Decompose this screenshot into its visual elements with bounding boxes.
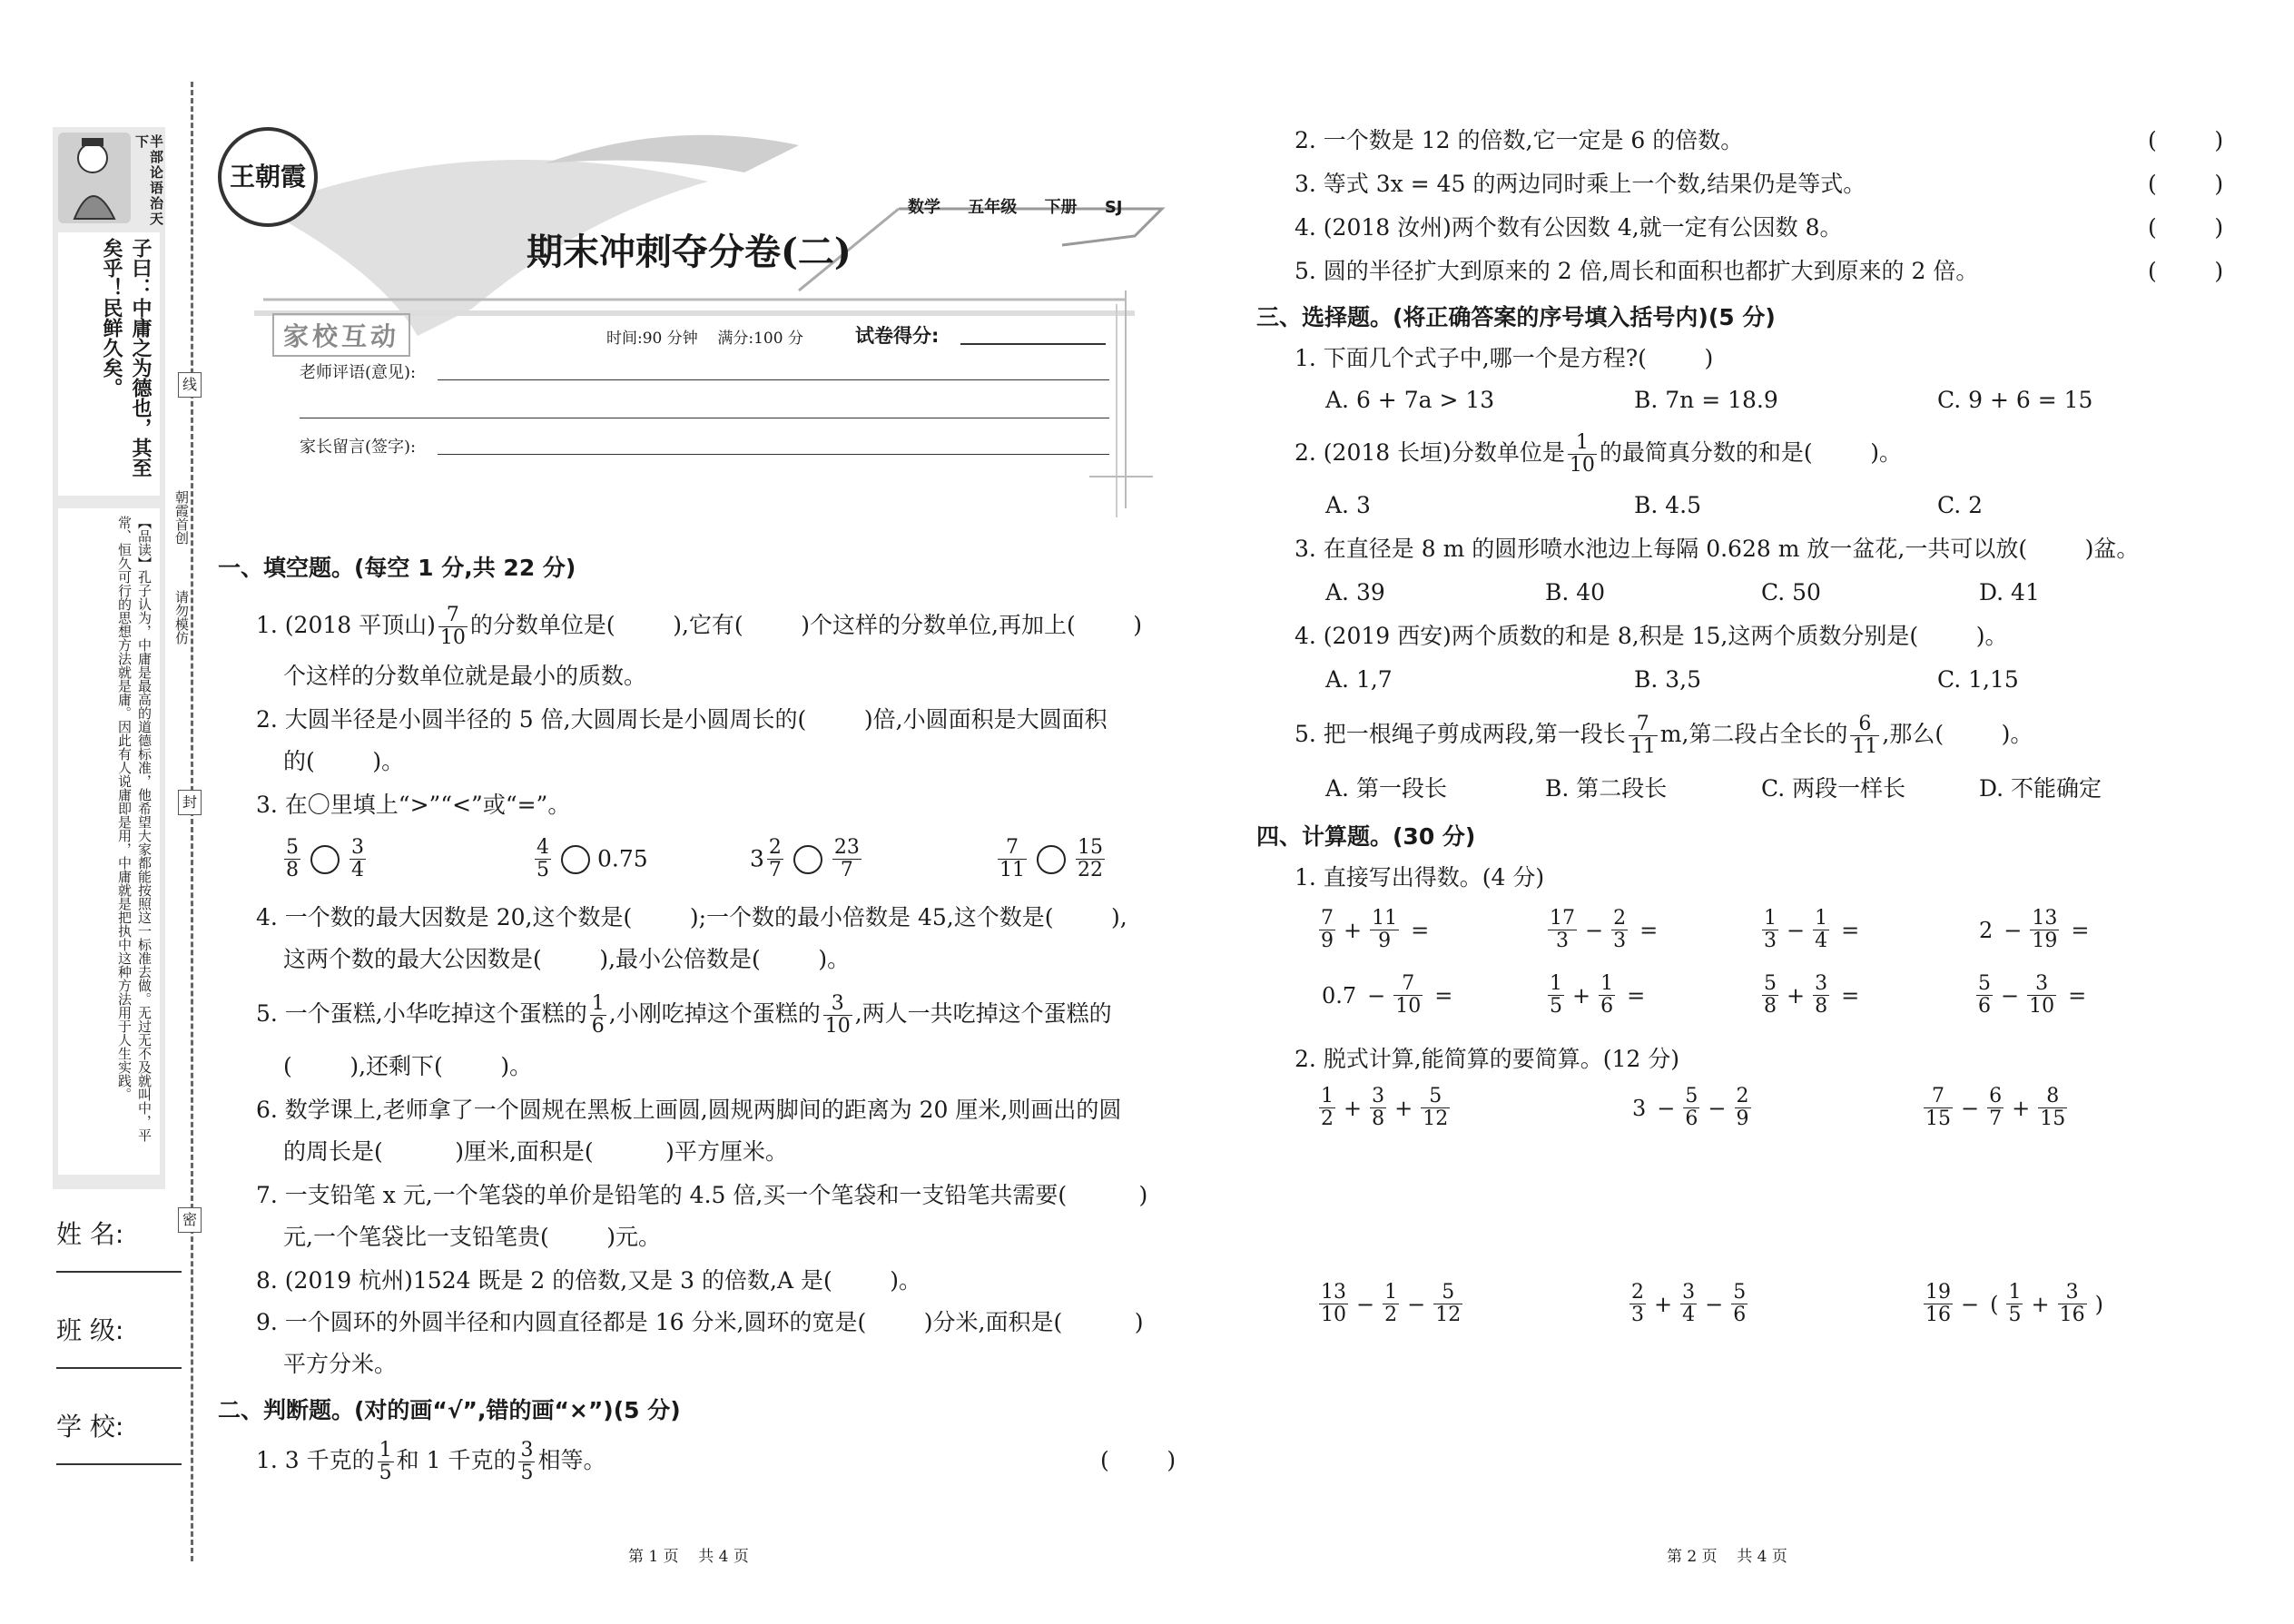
- fraction: $\frac{13}{10}$: [1321, 1281, 1346, 1326]
- expr-token: +: [2012, 1095, 2031, 1121]
- judge-q1-answer[interactable]: ( ): [1100, 1447, 1177, 1473]
- sidebar-panel: [53, 127, 165, 1189]
- q4-line2: 这两个数的最大公因数是( ),最小公倍数是( )。: [283, 946, 851, 972]
- fraction: $\frac{3}{4}$: [1682, 1281, 1696, 1326]
- brand-logo: [218, 127, 318, 227]
- expr-token: −: [1705, 1291, 1724, 1317]
- fraction: $\frac{2}{9}$: [1736, 1085, 1749, 1130]
- q1-line1: [256, 605, 1142, 649]
- calc-expression: [1921, 1282, 2109, 1326]
- judge-q2: 2. 一个数是 12 的倍数,它一定是 6 的倍数。: [1295, 127, 1744, 153]
- binding-mark-secret: 密: [178, 1207, 202, 1233]
- class-label: 班 级:: [56, 1315, 124, 1345]
- fraction: $\frac{1}{2}$: [1321, 1085, 1334, 1130]
- section1-title: 一、填空题。(每空 1 分,共 22 分): [218, 555, 576, 581]
- fraction: $\frac{5}{6}$: [1685, 1085, 1698, 1130]
- expr-token: +: [1344, 917, 1363, 943]
- calc-expression: [1627, 1282, 1750, 1326]
- q1-source: 1. (2018 平顶山): [256, 612, 436, 638]
- section2-title: 二、判断题。(对的画“√”,错的画“×”)(5 分): [218, 1397, 681, 1423]
- expr-token: −: [1961, 1095, 1980, 1121]
- expr-token: (: [1990, 1291, 1999, 1317]
- name-field[interactable]: [56, 1215, 183, 1251]
- time-info: 时间:90 分钟 满分:100 分: [606, 330, 803, 348]
- calc-expression: [1921, 1086, 2070, 1130]
- expr-token: +: [1394, 1095, 1413, 1121]
- tag-edition: SJ: [1104, 198, 1123, 217]
- expr-token: +: [1344, 1095, 1363, 1121]
- q8-line: 8. (2019 杭州)1524 既是 2 的倍数,又是 3 的倍数,A 是( )。: [256, 1267, 922, 1294]
- calc-expression: [1627, 1086, 1754, 1130]
- fraction: $\frac{1}{6}$: [1600, 972, 1614, 1018]
- q6-line2: 的周长是( )厘米,面积是( )平方厘米。: [283, 1138, 788, 1165]
- fraction: $\frac{3}{16}$: [2059, 1281, 2085, 1326]
- choice-q3-d[interactable]: D. 41: [1979, 579, 2040, 605]
- q2-line1: 2. 大圆半径是小圆半径的 5 倍,大圆周长是小圆周长的( )倍,小圆面积是大圆面积: [256, 706, 1108, 733]
- expr-token: −: [2004, 917, 2023, 943]
- expr-token: −: [1657, 1095, 1676, 1121]
- calc-expression: [1759, 908, 1868, 952]
- fraction: $\frac{5}{12}$: [1435, 1281, 1462, 1326]
- side-note-origin: 朝霞首创: [173, 490, 190, 545]
- tag-subject: 数学: [908, 198, 940, 217]
- q1-text: 的分数单位是( ),它有( )个这样的分数单位,再加上( ): [469, 612, 1143, 638]
- teacher-comment-label: 老师评语(意见):: [300, 363, 417, 382]
- fraction: $\frac{17}{3}$: [1550, 907, 1575, 952]
- fraction: $\frac{1}{5}$: [2008, 1281, 2022, 1326]
- judge-q3-answer[interactable]: ( ): [2148, 171, 2224, 197]
- expr-token: +: [1572, 982, 1591, 1009]
- section4-title: 四、计算题。(30 分): [1256, 823, 1476, 850]
- choice-q3-c[interactable]: C. 50: [1761, 579, 1821, 605]
- section3-title: 三、选择题。(将正确答案的序号填入括号内)(5 分): [1256, 304, 1776, 330]
- choice-q1-b[interactable]: B. 7n = 18.9: [1634, 387, 1778, 413]
- equals-sign: =: [2068, 982, 2087, 1009]
- expr-token: −: [2001, 982, 2020, 1009]
- choice-q5-c[interactable]: C. 两段一样长: [1761, 775, 1906, 802]
- equals-sign: =: [1841, 982, 1860, 1009]
- choice-q4: 4. (2019 西安)两个质数的和是 8,积是 15,这两个质数分别是( )。: [1295, 623, 2008, 649]
- fraction: $\frac{1}{4}$: [1815, 907, 1828, 952]
- tag-volume: 下册: [1044, 198, 1078, 217]
- binding-dashed-line: [191, 82, 193, 1561]
- expr-token: −: [1585, 917, 1604, 943]
- fraction: $\frac{1}{5}$: [1550, 972, 1562, 1018]
- choice-q3-b[interactable]: B. 40: [1545, 579, 1606, 605]
- judge-q5-answer[interactable]: ( ): [2148, 258, 2224, 284]
- choice-q5-b[interactable]: B. 第二段长: [1545, 775, 1668, 802]
- equals-sign: =: [1434, 982, 1453, 1009]
- side-note-copy: 请勿模仿: [173, 590, 190, 645]
- sidebar-logo-text: 半部论语治天下: [133, 134, 164, 227]
- judge-q1: 1. 3 千克的 $\frac{1}{5}$ 和 1 千克的 $\frac{3}{5}$ 相等。: [256, 1439, 606, 1484]
- q3-compare-b[interactable]: $\frac{4}{5}$ 0.75: [537, 836, 648, 881]
- expr-token: −: [1407, 1291, 1426, 1317]
- expr-token: 2: [1979, 917, 1994, 943]
- calc-expression: [1974, 908, 2099, 952]
- q7-line2: 元,一个笔袋比一支铅笔贵( )元。: [283, 1224, 662, 1250]
- choice-q2-b[interactable]: B. 4.5: [1634, 492, 1702, 518]
- choice-q3: 3. 在直径是 8 m 的圆形喷水池边上每隔 0.628 m 放一盆花,一共可以放( )盆。: [1295, 536, 2140, 562]
- expr-token: −: [1356, 1291, 1375, 1317]
- meta-tags: [908, 194, 1123, 218]
- expr-token: −: [1961, 1291, 1980, 1317]
- fraction: $\frac{8}{15}$: [2040, 1085, 2066, 1130]
- equals-sign: =: [2071, 917, 2090, 943]
- fraction: $\frac{5}{8}$: [1764, 972, 1777, 1018]
- q9-line2: 平方分米。: [283, 1351, 398, 1377]
- fraction: $\frac{3}{8}$: [1372, 1085, 1385, 1130]
- calc-expression: [1316, 1086, 1452, 1130]
- sidebar-quote: 子曰：中庸之为德也，其至矣乎！民鲜久矣。: [100, 238, 152, 477]
- equals-sign: =: [1639, 917, 1659, 943]
- expr-token: ): [2094, 1291, 2103, 1317]
- choice-q1-c[interactable]: C. 9 + 6 = 15: [1937, 387, 2093, 413]
- judge-q3: 3. 等式 3x = 45 的两边同时乘上一个数,结果仍是等式。: [1295, 171, 1866, 197]
- brand-name: 王朝霞: [229, 162, 306, 192]
- expr-token: 0.7: [1322, 982, 1357, 1009]
- fraction: $\frac{13}{19}$: [2032, 907, 2058, 952]
- expr-token: −: [1787, 917, 1806, 943]
- sidebar-commentary: 【品读】孔子认为，中庸是最高的道德标准，他希望大家都能按照这一标准去做。无过无不及就叫中，平常、恒久可行的思想方法就是庸。因此有人说庸即是用，中庸就是把执中这种方法用于人生实践。: [116, 516, 153, 1142]
- q3-compare-c[interactable]: 3 $\frac{2}{7}$ $\frac{23}{7}$: [750, 836, 860, 881]
- exam-title: 期末冲刺夺分卷(二): [527, 231, 852, 273]
- fraction: $\frac{2}{3}$: [1631, 1281, 1644, 1326]
- expr-token: +: [2031, 1291, 2050, 1317]
- calc-sub1: 1. 直接写出得数。(4 分): [1295, 864, 1545, 891]
- fraction: $\frac{3}{10}$: [2029, 972, 2055, 1018]
- binding-mark-line: 线: [178, 372, 202, 398]
- calc-expression: [1545, 908, 1667, 952]
- calc-expression: [1316, 908, 1438, 952]
- fraction: $\frac{5}{6}$: [1978, 972, 1991, 1018]
- choice-q2: 2. (2018 长垣)分数单位是 $\frac{1}{10}$ 的最简真分数的和是( )。: [1295, 431, 1902, 477]
- q3-instruction: 3. 在〇里填上“>”“<”或“=”。: [256, 792, 571, 818]
- choice-q4-b[interactable]: B. 3,5: [1634, 666, 1702, 693]
- tag-grade: 五年级: [968, 198, 1018, 217]
- fraction: $\frac{1}{3}$: [1764, 907, 1777, 952]
- compare-circle[interactable]: [793, 845, 822, 874]
- equals-sign: =: [1841, 917, 1860, 943]
- expr-token: 3: [1632, 1095, 1647, 1121]
- binding-mark-seal: 封: [178, 790, 202, 815]
- choice-q1-a[interactable]: A. 6 + 7a > 13: [1325, 387, 1495, 413]
- calc-expression: [1316, 1282, 1465, 1326]
- expr-token: +: [1787, 982, 1806, 1009]
- choice-q5-a[interactable]: A. 第一段长: [1325, 775, 1447, 802]
- class-field[interactable]: [56, 1311, 183, 1347]
- fraction: $\frac{1}{2}$: [1384, 1281, 1398, 1326]
- q9-line1: 9. 一个圆环的外圆半径和内圆直径都是 16 分米,圆环的宽是( )分米,面积是( ): [256, 1309, 1144, 1335]
- teacher-comment-line[interactable]: [438, 379, 1109, 380]
- calc-expression: [1316, 973, 1462, 1018]
- choice-q1: 1. 下面几个式子中,哪一个是方程?( ): [1295, 345, 1714, 371]
- q5-line1: 5. 一个蛋糕,小华吃掉这个蛋糕的 $\frac{1}{6}$ ,小刚吃掉这个蛋糕的 $\frac{3}{10}$ ,两人一共吃掉这个蛋糕的: [256, 992, 1112, 1038]
- fraction: $\frac{6}{7}$: [1989, 1085, 2003, 1130]
- expr-token: +: [1654, 1291, 1673, 1317]
- choice-q2-a[interactable]: A. 3: [1325, 492, 1371, 518]
- school-field[interactable]: [56, 1407, 183, 1443]
- confucius-figure-icon: [58, 133, 131, 223]
- q1-line2: 个这样的分数单位就是最小的质数。: [283, 663, 647, 689]
- q7-line1: 7. 一支铅笔 x 元,一个笔袋的单价是铅笔的 4.5 倍,买一个笔袋和一支铅笔共需要( ): [256, 1182, 1148, 1208]
- calc-sub2: 2. 脱式计算,能简算的要简算。(12 分): [1295, 1046, 1680, 1072]
- fraction: $\frac{7}{10}$: [1395, 972, 1422, 1018]
- q1-fraction: $\frac{7}{10}$: [439, 604, 466, 649]
- fraction: $\frac{19}{16}$: [1925, 1281, 1951, 1326]
- judge-q5: 5. 圆的半径扩大到原来的 2 倍,周长和面积也都扩大到原来的 2 倍。: [1295, 258, 1979, 284]
- calc-expression: [1759, 973, 1868, 1018]
- school-label: 学 校:: [56, 1412, 124, 1442]
- q3-compare-a[interactable]: $\frac{5}{8}$ $\frac{3}{4}$: [286, 836, 364, 881]
- parent-comment-line[interactable]: [438, 454, 1109, 455]
- home-school-banner: 家校互动: [272, 313, 410, 357]
- choice-q2-c[interactable]: C. 2: [1937, 492, 1984, 518]
- fraction: $\frac{5}{12}$: [1423, 1085, 1449, 1130]
- equals-sign: =: [1627, 982, 1646, 1009]
- calc-expression: [1974, 973, 2095, 1018]
- calc-expression: [1545, 973, 1654, 1018]
- q5-line2: ( ),还剩下( )。: [283, 1053, 533, 1079]
- fraction: $\frac{5}{6}$: [1733, 1281, 1747, 1326]
- q4-line1: 4. 一个数的最大因数是 20,这个数是( );一个数的最小倍数是 45,这个数是( ),: [256, 904, 1127, 930]
- expr-token: −: [1708, 1095, 1727, 1121]
- q3-compare-d[interactable]: $\frac{7}{11}$ $\frac{15}{22}$: [999, 836, 1103, 881]
- choice-q3-a[interactable]: A. 39: [1325, 579, 1385, 605]
- name-label: 姓 名:: [56, 1219, 124, 1249]
- page2-footer: 第 2 页 共 4 页: [1667, 1548, 1787, 1566]
- judge-q2-answer[interactable]: ( ): [2148, 127, 2224, 153]
- parent-comment-label: 家长留言(签字):: [300, 438, 417, 457]
- score-line[interactable]: [960, 343, 1106, 345]
- choice-q4-c[interactable]: C. 1,15: [1937, 666, 2019, 693]
- fraction: $\frac{11}{9}$: [1372, 907, 1398, 952]
- equals-sign: =: [1411, 917, 1430, 943]
- choice-q5-d[interactable]: D. 不能确定: [1979, 775, 2102, 802]
- q2-line2: 的( )。: [283, 748, 405, 774]
- fraction: $\frac{7}{15}$: [1925, 1085, 1951, 1130]
- q6-line1: 6. 数学课上,老师拿了一个圆规在黑板上画圆,圆规两脚间的距离为 20 厘米,则画出的圆: [256, 1097, 1122, 1123]
- fraction: $\frac{3}{8}$: [1815, 972, 1828, 1018]
- choice-q5: 5. 把一根绳子剪成两段,第一段长 $\frac{7}{11}$ m,第二段占全长的 $\frac{6}{11}$ ,那么( )。: [1295, 713, 2033, 758]
- page1-footer: 第 1 页 共 4 页: [628, 1548, 749, 1566]
- expr-token: −: [1367, 982, 1386, 1009]
- fraction: $\frac{7}{9}$: [1321, 907, 1334, 952]
- score-label: 试卷得分:: [855, 325, 940, 347]
- compare-circle[interactable]: [1037, 845, 1066, 874]
- judge-q4: 4. (2018 汝州)两个数有公因数 4,就一定有公因数 8。: [1295, 214, 1843, 241]
- compare-circle[interactable]: [561, 845, 590, 874]
- fraction: $\frac{2}{3}$: [1613, 907, 1627, 952]
- judge-q4-answer[interactable]: ( ): [2148, 214, 2224, 241]
- compare-circle[interactable]: [310, 845, 340, 874]
- choice-q4-a[interactable]: A. 1,7: [1325, 666, 1393, 693]
